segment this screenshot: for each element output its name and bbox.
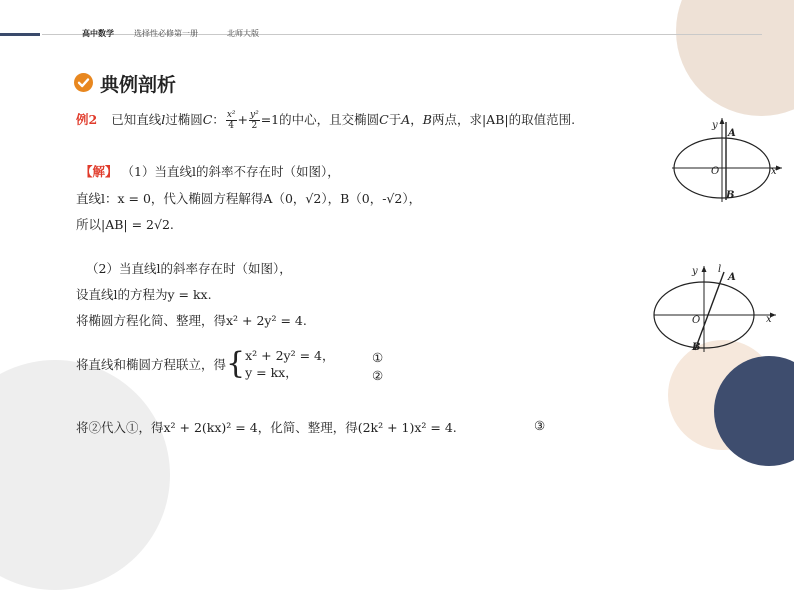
solution-line-7 xyxy=(76,347,335,381)
marker-1: ① xyxy=(372,350,384,365)
example-text-mid3: 于 xyxy=(388,112,402,127)
fig1-O-label: O xyxy=(711,166,720,177)
example-comma: ， xyxy=(410,112,423,127)
fig2-A-label: A xyxy=(728,272,736,283)
example-statement xyxy=(76,110,575,131)
header-accent-bar xyxy=(0,33,40,36)
equation-system xyxy=(245,347,334,381)
example-text-before: 已知直线 xyxy=(111,112,162,127)
example-colon: ： xyxy=(212,112,225,127)
section-title: 典例剖析 xyxy=(100,74,177,96)
system-eq-2: y = kx， xyxy=(245,365,298,380)
equation-rhs: =1 xyxy=(260,112,280,127)
solution-line-3: 所以|AB| = 2√2. xyxy=(76,217,174,232)
plus-sign: + xyxy=(237,112,248,127)
decorative-circle-bottom-left xyxy=(0,360,170,590)
solution-line-4: （2）当直线l的斜率存在时（如图）， xyxy=(86,261,292,276)
var-A: A xyxy=(401,112,411,127)
fig1-B-label: B xyxy=(726,190,735,201)
decorative-circle-top-right xyxy=(676,0,794,116)
fraction-y: $\frac{\text{y²}}{2}$ xyxy=(249,110,259,131)
figure-1-ellipse-vertical-line xyxy=(664,112,790,204)
fig2-O-label: O xyxy=(692,315,701,326)
header-publisher: 北师大版 xyxy=(227,29,259,38)
fig1-A-label: A xyxy=(728,128,736,139)
header-subject: 高中数学 xyxy=(82,29,114,38)
var-C2: C xyxy=(379,112,389,127)
var-C: C xyxy=(202,112,213,127)
example-label: 例2 xyxy=(76,112,98,127)
figure-2-ellipse-sloped-line xyxy=(648,260,788,354)
solution-tag: 【解】 xyxy=(80,164,118,179)
marker-3: ③ xyxy=(534,418,546,433)
fraction-x: $\frac{\text{x²}}{4}$ xyxy=(226,110,236,131)
var-B: B xyxy=(422,112,432,127)
solution-line-7-text: 将直线和椭圆方程联立，得 xyxy=(76,357,227,372)
var-l: l xyxy=(161,112,166,127)
solution-line-1 xyxy=(80,162,340,180)
system-eq-1: x² + 2y² = 4， xyxy=(245,348,335,363)
solution-line-2: 直线l：x = 0，代入椭圆方程解得A（0，√2），B（0，-√2）， xyxy=(76,191,422,206)
solution-line-1-text: （1）当直线l的斜率不存在时（如图）， xyxy=(121,164,340,179)
fig1-x-label: x xyxy=(771,166,777,177)
solution-line-8: 将②代入①，得x² + 2(kx)² = 4，化简、整理，得(2k² + 1)x² = 4. xyxy=(76,420,457,435)
example-text-end: 两点，求|AB|的取值范围. xyxy=(431,112,576,127)
fig1-y-label: y xyxy=(712,120,718,131)
solution-line-6: 将椭圆方程化简、整理，得x² + 2y² = 4. xyxy=(76,313,307,328)
check-icon xyxy=(74,73,93,92)
solution-line-5: 设直线l的方程为y = kx. xyxy=(76,287,212,302)
fig2-B-label: B xyxy=(692,342,701,353)
header-book: 选择性必修第一册 xyxy=(134,29,198,38)
example-text-mid2: 的中心，且交椭圆 xyxy=(279,112,380,127)
fig2-y-label: y xyxy=(692,266,698,277)
marker-2: ② xyxy=(372,368,384,383)
fig2-l-label: l xyxy=(718,264,722,275)
system-brace: { xyxy=(226,346,246,381)
example-text-mid1: 过椭圆 xyxy=(165,112,203,127)
fig2-x-label: x xyxy=(766,314,772,325)
